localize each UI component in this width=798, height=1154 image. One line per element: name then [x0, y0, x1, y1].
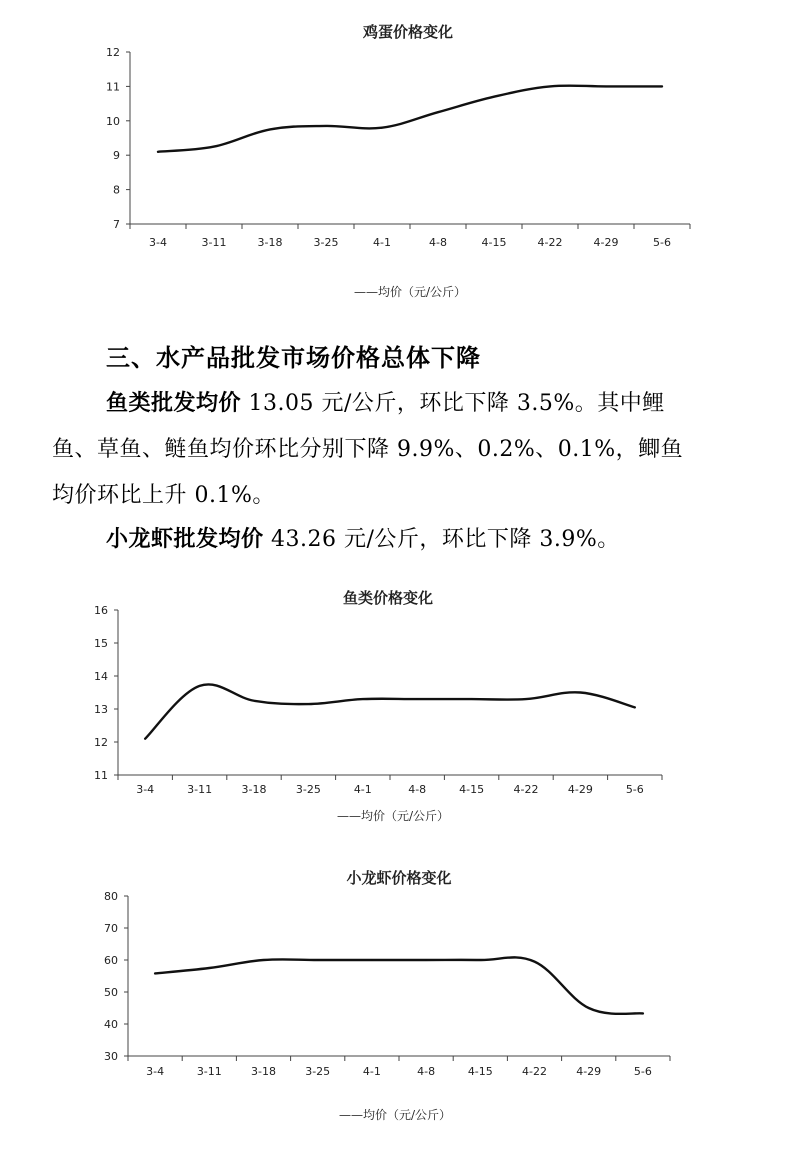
legend-label: ——均价（元/公斤）	[336, 809, 450, 823]
x-tick-label: 4-29	[576, 1065, 602, 1078]
y-tick-label: 14	[94, 670, 108, 683]
y-tick-label: 12	[106, 46, 120, 59]
y-tick-label: 50	[104, 986, 118, 999]
y-tick-label: 7	[113, 218, 120, 231]
data-point	[269, 129, 271, 131]
y-tick-label: 11	[106, 80, 120, 94]
data-point	[325, 125, 327, 127]
series-line	[155, 957, 643, 1013]
x-tick-label: 3-11	[201, 236, 227, 249]
x-tick-label: 3-18	[241, 783, 267, 796]
x-tick-label: 3-25	[295, 783, 321, 796]
x-tick-label: 4-29	[567, 783, 593, 796]
data-point	[605, 86, 607, 88]
y-tick-label: 11	[94, 769, 108, 782]
crayfish-paragraph	[106, 522, 620, 553]
x-tick-label: 3-4	[136, 783, 155, 796]
fish-label: 鱼类批发均价	[106, 391, 242, 416]
y-tick-label: 13	[94, 703, 108, 716]
x-tick-label: 3-25	[313, 236, 339, 249]
chart-title: 鱼类价格变化	[342, 589, 434, 607]
data-point	[362, 698, 364, 700]
x-tick-label: 4-8	[417, 1065, 436, 1078]
data-point	[580, 692, 582, 694]
y-tick-label: 10	[106, 114, 120, 128]
y-tick-label: 80	[104, 890, 118, 903]
y-tick-label: 16	[94, 604, 108, 617]
x-tick-label: 4-22	[522, 1065, 547, 1078]
x-tick-label: 4-15	[467, 1065, 493, 1078]
y-tick-label: 9	[113, 149, 120, 163]
y-tick-label: 12	[94, 736, 108, 749]
chart-title: 鸡蛋价格变化	[362, 23, 454, 41]
y-tick-label: 40	[104, 1018, 118, 1031]
x-tick-label: 3-11	[196, 1065, 222, 1078]
y-tick-label: 70	[104, 922, 118, 935]
data-point	[213, 146, 215, 148]
data-point	[209, 967, 211, 969]
fish-line-1: 13.05 元/公斤，环比下降 3.5%。其中鲤	[241, 391, 665, 416]
data-point	[317, 959, 319, 961]
data-point	[534, 961, 536, 963]
x-tick-label: 5-6	[633, 1065, 652, 1078]
x-tick-label: 3-4	[149, 236, 167, 249]
x-tick-label: 4-1	[362, 1065, 381, 1078]
data-point	[199, 685, 201, 687]
x-tick-label: 5-6	[653, 236, 671, 249]
section-heading: 三、水产品批发市场价格总体下降	[106, 344, 481, 372]
fish-paragraph-line-1	[106, 386, 665, 417]
x-tick-label: 4-29	[593, 236, 619, 249]
data-point	[425, 959, 427, 961]
x-tick-label: 3-4	[146, 1065, 165, 1078]
data-point	[253, 700, 255, 702]
data-point	[471, 698, 473, 700]
data-point	[525, 698, 527, 700]
data-point	[588, 1007, 590, 1009]
legend-label: ——均价（元/公斤）	[353, 285, 467, 299]
data-point	[157, 151, 159, 153]
x-tick-label: 3-18	[257, 236, 283, 249]
egg-price-chart-svg	[0, 0, 798, 310]
egg-price-chart	[0, 0, 798, 310]
data-point	[549, 86, 551, 88]
crayfish-line-1: 43.26 元/公斤，环比下降 3.9%。	[263, 527, 620, 552]
data-point	[416, 698, 418, 700]
data-point	[154, 973, 156, 975]
x-tick-label: 4-1	[353, 783, 372, 796]
y-tick-label: 15	[94, 637, 108, 650]
fish-paragraph-line-3: 均价环比上升 0.1%。	[52, 483, 275, 508]
x-tick-label: 4-8	[408, 783, 427, 796]
x-tick-label: 4-1	[373, 236, 391, 249]
x-tick-label: 4-15	[459, 783, 485, 796]
x-tick-label: 3-18	[251, 1065, 276, 1078]
y-tick-label: 30	[104, 1050, 118, 1063]
data-point	[371, 959, 373, 961]
data-point	[437, 111, 439, 113]
x-tick-label: 5-6	[625, 783, 644, 796]
x-tick-label: 3-11	[187, 783, 213, 796]
data-point	[661, 86, 663, 88]
data-point	[263, 959, 265, 961]
data-point	[381, 127, 383, 129]
data-point	[493, 96, 495, 98]
data-point	[642, 1013, 644, 1015]
x-tick-label: 4-22	[513, 783, 539, 796]
legend-label: ——均价（元/公斤）	[338, 1108, 452, 1122]
series-line	[145, 684, 635, 738]
x-tick-label: 4-22	[537, 236, 563, 249]
x-tick-label: 4-8	[429, 236, 447, 249]
x-tick-label: 4-15	[481, 236, 507, 249]
crayfish-label: 小龙虾批发均价	[106, 527, 264, 552]
data-point	[308, 703, 310, 705]
data-point	[144, 738, 146, 740]
data-point	[480, 959, 482, 961]
data-point	[634, 707, 636, 709]
series-line	[158, 86, 662, 152]
chart-title: 小龙虾价格变化	[346, 869, 452, 887]
x-tick-label: 3-25	[305, 1065, 331, 1078]
y-tick-label: 60	[104, 954, 118, 967]
fish-paragraph-line-2: 鱼、草鱼、鲢鱼均价环比分别下降 9.9%、0.2%、0.1%，鲫鱼	[52, 437, 684, 462]
y-tick-label: 8	[113, 183, 120, 197]
